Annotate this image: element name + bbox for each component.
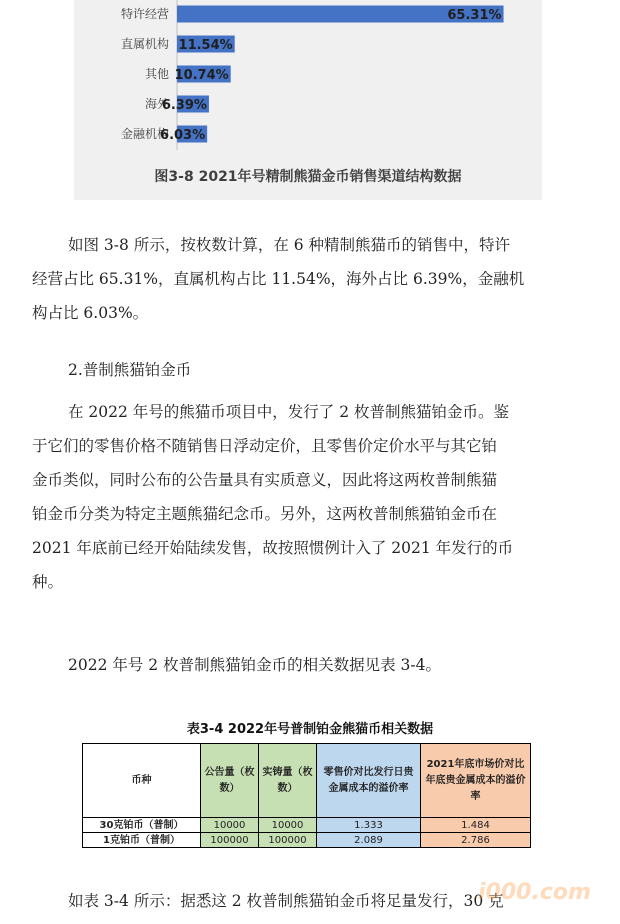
- text-line: 经营占比 65.31%，直属机构占比 11.54%，海外占比 6.39%，金融机: [32, 270, 525, 288]
- category-label: 其他: [144, 67, 169, 81]
- text-line: 如表 3-4 所示：据悉这 2 枚普制熊猫铂金币将足量发行，30 克: [68, 892, 504, 910]
- category-label: 直属机构: [120, 37, 169, 51]
- data-label: 10.74%: [174, 68, 229, 83]
- cell-announced: 100000: [201, 833, 259, 848]
- figure-3-8: [74, 0, 542, 200]
- paragraph-platinum-intro: [32, 395, 592, 599]
- text-line: 构占比 6.03%。: [32, 304, 149, 322]
- text-line: 2021 年底前已经开始陆续发售，故按照惯例计入了 2021 年发行的币: [32, 539, 514, 557]
- cell-market-premium: 1.484: [421, 818, 531, 833]
- text-line: 在 2022 年号的熊猫币项目中，发行了 2 枚普制熊猫铂金币。鉴: [68, 403, 510, 421]
- paragraph-table-reference: 2022 年号 2 枚普制熊猫铂金币的相关数据见表 3-4。: [68, 656, 441, 674]
- header-announced-quantity: 公告量（枚数）: [201, 744, 259, 818]
- bar-chart: [74, 0, 542, 150]
- table-row: [83, 818, 531, 833]
- cell-retail-premium: 2.089: [317, 833, 421, 848]
- header-coin-type: 币种: [83, 744, 201, 818]
- text-line: 于它们的零售价格不随销售日浮动定价，且零售价定价水平与其它铂: [32, 437, 498, 455]
- data-label: 6.03%: [160, 128, 206, 143]
- figure-caption: 图3-8 2021年号精制熊猫金币销售渠道结构数据: [154, 169, 462, 185]
- cell-coin-type: 1克铂币（普制）: [83, 833, 201, 848]
- category-label: 金融机构: [120, 127, 169, 141]
- watermark: i000.com: [478, 880, 591, 905]
- category-label: 海外: [144, 97, 169, 111]
- paragraph-figure-summary: [32, 228, 592, 330]
- cell-minted: 100000: [259, 833, 317, 848]
- cell-market-premium: 2.786: [421, 833, 531, 848]
- text-line: 种。: [32, 573, 64, 591]
- section-heading: 2.普制熊猫铂金币: [68, 361, 192, 379]
- text-line: 如图 3-8 所示，按枚数计算，在 6 种精制熊猫币的销售中，特许: [68, 236, 511, 254]
- data-label: 11.54%: [178, 38, 233, 53]
- text-line: 铂金币分类为特定主题熊猫纪念币。另外，这两枚普制熊猫铂金币在: [32, 505, 498, 523]
- table-row: [83, 833, 531, 848]
- table-header-row: [83, 744, 531, 818]
- table-title: 表3-4 2022年号普制铂金熊猫币相关数据: [186, 722, 434, 737]
- text-line: 金币类似，同时公布的公告量具有实质意义，因此将这两枚普制熊猫: [32, 471, 498, 489]
- cell-retail-premium: 1.333: [317, 818, 421, 833]
- data-table: [82, 743, 531, 848]
- cell-announced: 10000: [201, 818, 259, 833]
- cell-coin-type: 30克铂币（普制）: [83, 818, 201, 833]
- header-retail-premium: 零售价对比发行日贵金属成本的溢价率: [317, 744, 421, 818]
- header-market-premium: 2021年底市场价对比年底贵金属成本的溢价率: [421, 744, 531, 818]
- cell-minted: 10000: [259, 818, 317, 833]
- header-minted-quantity: 实铸量（枚数）: [259, 744, 317, 818]
- data-label: 6.39%: [161, 98, 207, 113]
- data-label: 65.31%: [447, 8, 502, 23]
- category-label: 特许经营: [120, 7, 169, 21]
